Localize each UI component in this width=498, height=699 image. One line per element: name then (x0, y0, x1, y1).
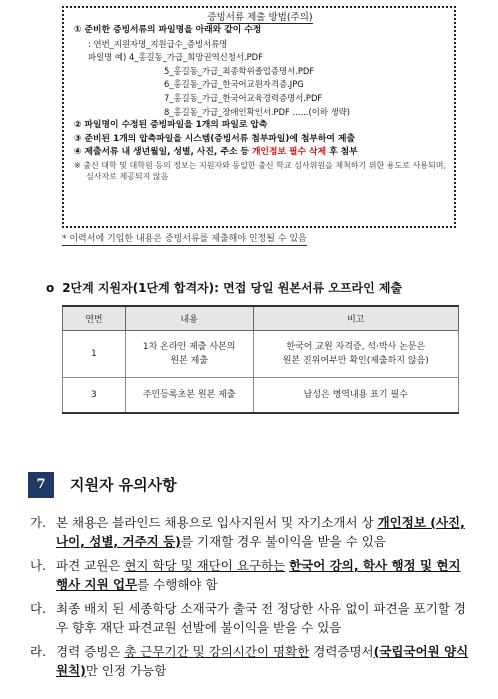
col-header-remark: 비고 (253, 306, 458, 330)
privacy-delete-warning: 개인정보 필수 삭제 (251, 147, 327, 158)
cell-remark: 남성은 병역내용 표기 필수 (253, 377, 458, 413)
cell-content: 주민등록초본 원본 제출 (125, 377, 253, 413)
bullet-icon: o (46, 281, 55, 295)
table-row (63, 377, 459, 413)
list-item (30, 556, 476, 594)
item-marker: 라. (30, 644, 47, 659)
notice-step-3: ③ 준비된 1개의 압축파일을 시스템(증빙서류 첨부파일)에 첨부하여 제출 (74, 133, 355, 144)
notice-title: 증빙서류 제출 방법(주의) (207, 12, 313, 23)
cell-content: 1차 온라인 제출 사본의 원본 제출 (125, 330, 253, 377)
item-text: 본 채용은 블라인드 채용으로 입사지원서 및 자기소개서 상 개인정보 (사진, 나이, 성별, 거주지 등)를 기재할 경우 불이익을 받을 수 있음 (56, 515, 465, 549)
col-header-no: 연번 (63, 306, 126, 330)
section-7-header (28, 472, 468, 498)
list-item (30, 642, 476, 680)
notice-step-2: ② 파일명이 수정된 증빙파일을 1개의 파일로 압축 (74, 120, 268, 131)
item-text: 최종 배치 된 세종학당 소재국가 출국 전 정당한 사유 없이 파견을 포기할 경우 향후 재단 파견교원 선발에 불이익을 받을 수 있음 (56, 601, 466, 635)
list-item (30, 513, 476, 551)
item-marker: 나. (30, 558, 47, 573)
item-text: 파견 교원은 현지 학당 및 재단이 요구하는 한국어 강의, 학사 행정 및 현지 행사 지원 업무를 수행해야 함 (56, 558, 461, 592)
notice-example-line: 7_홍길동_가급_한국어교육경력증명서.PDF (164, 92, 323, 103)
applicant-notes-list (30, 513, 476, 685)
notice-filename-format: : 연번_지원자명_지원급수_증빙서류명 (88, 38, 228, 49)
notice-step-4: ④ 제출서류 내 생년월일, 성별, 사진, 주소 등 개인정보 필수 삭제 후 첨부 (74, 147, 358, 158)
notice-filename-example: 파일명 예) 4_홍길동_가급_희망권역신청서.PDF (88, 52, 263, 63)
item-marker: 다. (30, 601, 47, 616)
notice-example-line: 5_홍길동_가급_최종학위졸업증명서.PDF (164, 65, 315, 76)
notice-example-line: 6_홍길동_가급_한국어교원자격증.JPG (164, 79, 304, 90)
submission-notice-box (62, 6, 456, 228)
cell-no: 3 (63, 377, 126, 413)
list-item (30, 599, 476, 637)
item-text: 경력 증빙은 총 근무기간 및 강의시간이 명확한 경력증명서(국립국어원 양식 원칙)만 인정 가능함 (56, 644, 469, 678)
section-title: 지원자 유의사항 (70, 476, 177, 494)
stage2-heading: o 2단계 지원자(1단계 합격자): 면접 당일 원본서류 오프라인 제출 (46, 281, 403, 295)
cell-remark: 한국어 교원 자격증, 석·박사 논문은 원본 진위여부만 확인(제출하지 않음) (253, 330, 458, 377)
col-header-content: 내용 (125, 306, 253, 330)
section-number-badge: 7 (28, 472, 54, 498)
resume-footnote: * 이력서에 기입한 내용은 증빙서류를 제출해야 인정될 수 있음 (62, 231, 307, 246)
notice-example-line: 8_홍길동_가급_장애인확인서.PDF ......(이하 생략) (164, 106, 351, 117)
notice-step-1: ① 준비한 증빙서류의 파일명을 아래와 같이 수정 (74, 25, 262, 35)
item-marker: 가. (30, 515, 47, 530)
notice-remark: ※ 출신 대학 및 대학원 등의 정보는 지원자와 동일한 출신 학교 심사위원을 제척하기 위한 용도로 사용되며, 심사자로 제공되지 않음 (74, 160, 446, 181)
table-row (63, 330, 459, 377)
stage2-documents-table (62, 305, 459, 414)
cell-no: 1 (63, 330, 126, 377)
